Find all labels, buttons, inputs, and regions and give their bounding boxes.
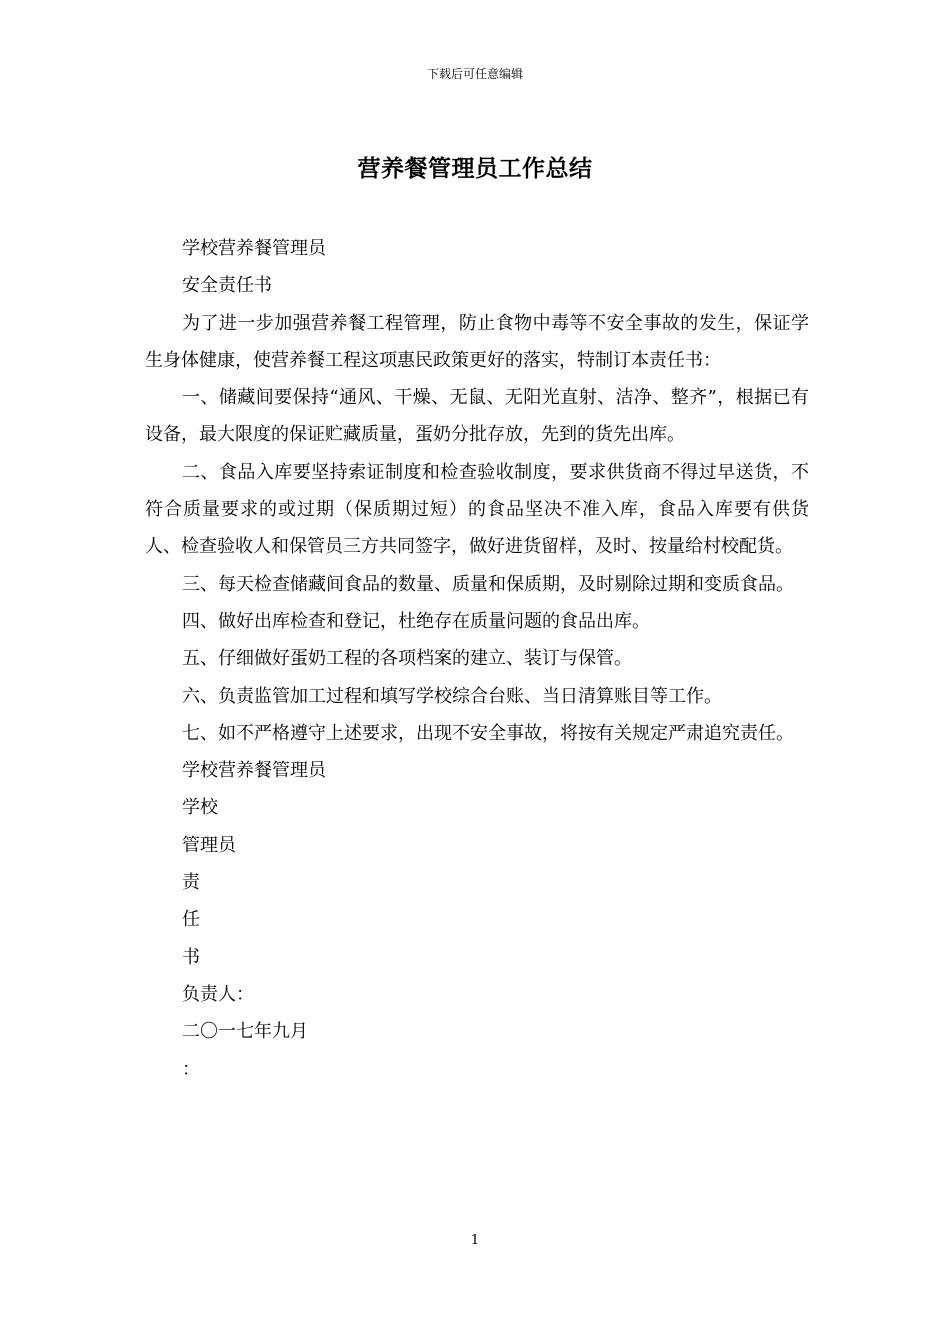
signature-school-manager: 学校营养餐管理员 [182, 760, 326, 782]
signature-char-shu: 书 [182, 946, 200, 968]
signature-date: 二〇一七年九月 [182, 1021, 308, 1043]
signature-school: 学校 [182, 797, 218, 819]
paragraph-item-1: 一、储藏间要保持“通风、干燥、无鼠、无阳光直射、洁净、整齐”，根据已有设备，最大限度的保证贮藏质量，蛋奶分批存放，先到的货先出库。 [145, 387, 809, 446]
paragraph-school-manager: 学校营养餐管理员 [182, 238, 326, 259]
paragraph-item-2: 二、食品入库要坚持索证制度和检查验收制度，要求供货商不得过早送货，不符合质量要求的或过期（保质期过短）的食品坚决不准入库，食品入库要有供货人、检查验收人和保管员三方共同签字，做好进货留样，及时、按量给村校配货。 [145, 461, 809, 558]
paragraph-intro: 为了进一步加强营养餐工程管理，防止食物中毒等不安全事故的发生，保证学生身体健康，使营养餐工程这项惠民政策更好的落实，特制订本责任书： [145, 312, 809, 371]
signature-responsible-person: 负责人： [182, 983, 254, 1005]
paragraph-item-5: 五、仔细做好蛋奶工程的各项档案的建立、装订与保管。 [182, 648, 632, 670]
signature-char-ren: 任 [182, 909, 200, 931]
header-note: 下载后可任意编辑 [426, 67, 523, 81]
paragraph-item-3: 三、每天检查储藏间食品的数量、质量和保质期，及时剔除过期和变质食品。 [182, 573, 794, 595]
paragraph-item-6: 六、负责监管加工过程和填写学校综合台账、当日清算账目等工作。 [182, 685, 722, 707]
page-number: 1 [470, 1233, 480, 1248]
signature-manager: 管理员 [182, 834, 236, 856]
signature-char-ze: 责 [182, 872, 200, 894]
document-body [145, 230, 809, 1088]
trailing-colon: ： [182, 1058, 200, 1080]
paragraph-responsibility-letter: 安全责任书 [182, 275, 272, 297]
paragraph-item-7: 七、如不严格遵守上述要求，出现不安全事故，将按有关规定严肃追究责任。 [182, 722, 794, 744]
document-title: 营养餐管理员工作总结 [357, 155, 593, 182]
paragraph-item-4: 四、做好出库检查和登记，杜绝存在质量问题的食品出库。 [182, 610, 650, 632]
